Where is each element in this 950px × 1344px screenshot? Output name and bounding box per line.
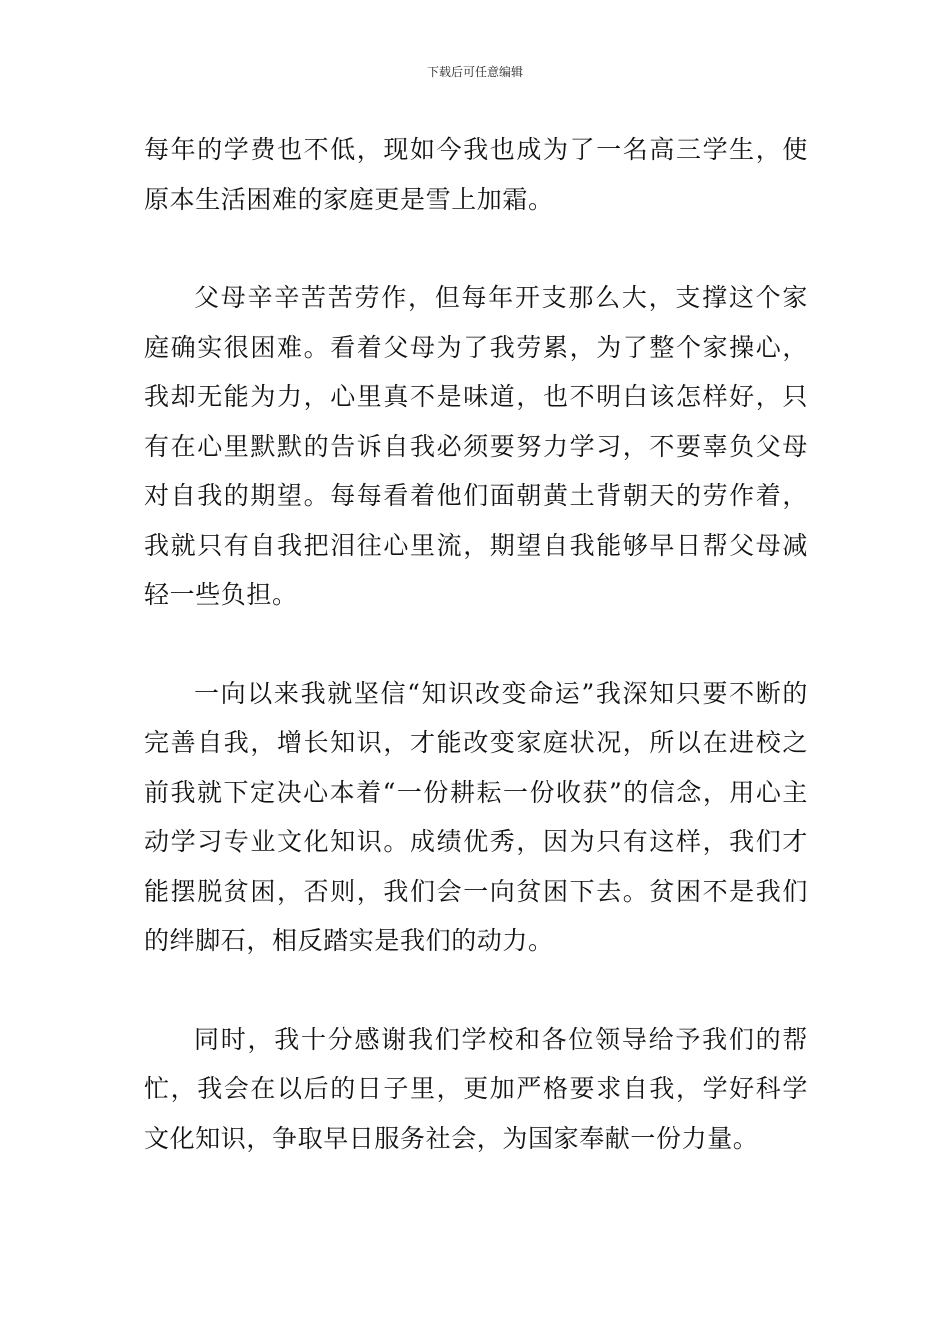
paragraph-3: 一向以来我就坚信“知识改变命运”我深知只要不断的完善自我，增长知识，才能改变家庭状况，所以在进校之前我就下定决心本着“一份耕耘一份收获”的信念，用心主动学习专业文化知识。成绩优秀，因为只有这样，我们才能摆脱贫困，否则，我们会一向贫困下去。贫困不是我们的绊脚石，相反踏实是我们的动力。 [144,678,808,955]
document-body [144,125,808,1212]
page-header-note: 下载后可任意编辑 [426,65,523,79]
paragraph-2: 父母辛辛苦苦劳作，但每年开支那么大，支撑这个家庭确实很困难。看着父母为了我劳累，为了整个家操心，我却无能为力，心里真不是味道，也不明白该怎样好，只有在心里默默的告诉自我必须要努力学习，不要辜负父母对自我的期望。每每看着他们面朝黄土背朝天的劳作着，我就只有自我把泪往心里流，期望自我能够早日帮父母减轻一些负担。 [144,283,808,609]
paragraph-1: 每年的学费也不低，现如今我也成为了一名高三学生，使原本生活困难的家庭更是雪上加霜。 [144,135,808,214]
paragraph-4: 同时，我十分感谢我们学校和各位领导给予我们的帮忙，我会在以后的日子里，更加严格要求自我，学好科学文化知识，争取早日服务社会，为国家奉献一份力量。 [144,1024,808,1153]
